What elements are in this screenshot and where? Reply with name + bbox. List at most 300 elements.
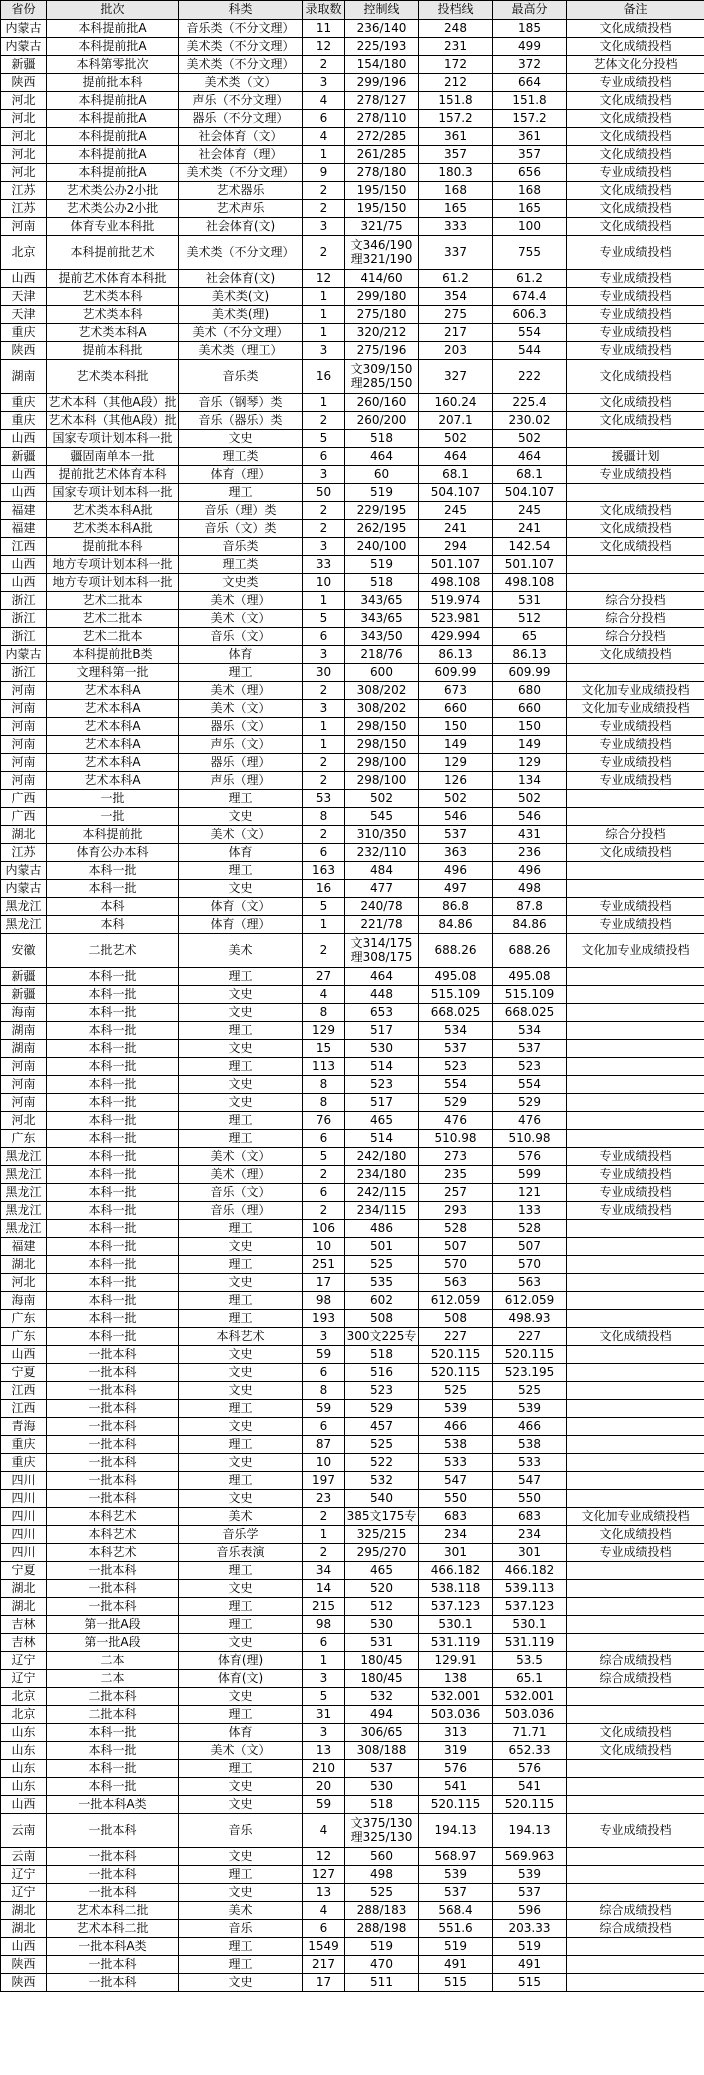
- cell-submission-line: 683: [419, 1508, 493, 1526]
- table-row: [1, 1938, 704, 1956]
- table-row: [1, 592, 704, 610]
- cell-province: 宁夏: [1, 1562, 47, 1580]
- cell-submission-line: 476: [419, 1112, 493, 1130]
- cell-admitted-count: 6: [303, 110, 345, 128]
- cell-highest-score: 537: [493, 1040, 567, 1058]
- cell-remarks: [567, 1490, 704, 1508]
- cell-admitted-count: 5: [303, 1688, 345, 1706]
- cell-control-line: 530: [345, 1616, 419, 1634]
- cell-highest-score: 71.71: [493, 1724, 567, 1742]
- cell-remarks: [567, 1400, 704, 1418]
- cell-batch: 提前批艺术体育本科: [47, 466, 179, 484]
- cell-batch: 本科一批: [47, 1256, 179, 1274]
- cell-subject-category: 文史: [179, 1848, 303, 1866]
- cell-subject-category: 理工: [179, 1310, 303, 1328]
- cell-remarks: [567, 1094, 704, 1112]
- cell-highest-score: 498: [493, 880, 567, 898]
- cell-remarks: [567, 556, 704, 574]
- cell-batch: 一批本科: [47, 1364, 179, 1382]
- cell-control-line: 518: [345, 1346, 419, 1364]
- cell-submission-line: 293: [419, 1202, 493, 1220]
- cell-submission-line: 537.123: [419, 1598, 493, 1616]
- cell-admitted-count: 4: [303, 986, 345, 1004]
- cell-highest-score: 203.33: [493, 1920, 567, 1938]
- cell-batch: 本科一批: [47, 1760, 179, 1778]
- table-row: [1, 466, 704, 484]
- cell-control-line: 560: [345, 1848, 419, 1866]
- cell-highest-score: 546: [493, 808, 567, 826]
- cell-batch: 本科艺术: [47, 1544, 179, 1562]
- cell-province: 黑龙江: [1, 916, 47, 934]
- cell-control-line: 272/285: [345, 128, 419, 146]
- cell-admitted-count: 33: [303, 556, 345, 574]
- cell-submission-line: 507: [419, 1238, 493, 1256]
- cell-control-line: 242/115: [345, 1184, 419, 1202]
- cell-remarks: [567, 1436, 704, 1454]
- cell-subject-category: 理工: [179, 1598, 303, 1616]
- cell-highest-score: 499: [493, 38, 567, 56]
- cell-admitted-count: 50: [303, 484, 345, 502]
- cell-control-line: 320/212: [345, 324, 419, 342]
- cell-province: 河南: [1, 218, 47, 236]
- cell-admitted-count: 8: [303, 1004, 345, 1022]
- cell-submission-line: 541: [419, 1778, 493, 1796]
- cell-submission-line: 354: [419, 288, 493, 306]
- cell-province: 河南: [1, 1094, 47, 1112]
- cell-province: 山西: [1, 484, 47, 502]
- cell-remarks: 文化加专业成绩投档: [567, 1508, 704, 1526]
- table-row: [1, 1884, 704, 1902]
- cell-remarks: 专业成绩投档: [567, 754, 704, 772]
- cell-submission-line: 361: [419, 128, 493, 146]
- cell-batch: 艺术本科（其他A段）批: [47, 412, 179, 430]
- cell-remarks: 文化加专业成绩投档: [567, 700, 704, 718]
- table-row: [1, 1920, 704, 1938]
- cell-subject-category: 理工: [179, 1436, 303, 1454]
- table-row: [1, 1634, 704, 1652]
- cell-control-line: 523: [345, 1076, 419, 1094]
- cell-subject-category: 音乐（器乐）类: [179, 412, 303, 430]
- cell-highest-score: 84.86: [493, 916, 567, 934]
- cell-control-line: 242/180: [345, 1148, 419, 1166]
- cell-remarks: 文化加专业成绩投档: [567, 934, 704, 968]
- cell-admitted-count: 4: [303, 1814, 345, 1848]
- cell-admitted-count: 2: [303, 236, 345, 270]
- cell-province: 陕西: [1, 342, 47, 360]
- cell-province: 四川: [1, 1544, 47, 1562]
- cell-province: 陕西: [1, 74, 47, 92]
- cell-control-line: 260/200: [345, 412, 419, 430]
- table-row: [1, 1130, 704, 1148]
- cell-subject-category: 理工: [179, 1112, 303, 1130]
- cell-subject-category: 文史类: [179, 574, 303, 592]
- cell-subject-category: 文史: [179, 1796, 303, 1814]
- cell-province: 河南: [1, 1058, 47, 1076]
- cell-highest-score: 531: [493, 592, 567, 610]
- cell-submission-line: 550: [419, 1490, 493, 1508]
- cell-batch: 艺术类本科批: [47, 360, 179, 394]
- cell-admitted-count: 8: [303, 1382, 345, 1400]
- cell-admitted-count: 193: [303, 1310, 345, 1328]
- cell-admitted-count: 3: [303, 1724, 345, 1742]
- cell-remarks: 专业成绩投档: [567, 916, 704, 934]
- cell-subject-category: 文史: [179, 1382, 303, 1400]
- cell-submission-line: 532.001: [419, 1688, 493, 1706]
- cell-subject-category: 美术类（不分文理）: [179, 38, 303, 56]
- cell-submission-line: 519.974: [419, 592, 493, 610]
- table-row: [1, 898, 704, 916]
- cell-submission-line: 194.13: [419, 1814, 493, 1848]
- cell-subject-category: 美术类（不分文理）: [179, 236, 303, 270]
- cell-admitted-count: 59: [303, 1796, 345, 1814]
- cell-highest-score: 100: [493, 218, 567, 236]
- cell-submission-line: 86.13: [419, 646, 493, 664]
- cell-batch: 艺术本科二批: [47, 1920, 179, 1938]
- cell-batch: 一批本科: [47, 1490, 179, 1508]
- table-row: [1, 1436, 704, 1454]
- cell-remarks: [567, 1562, 704, 1580]
- header-remarks: 备注: [567, 1, 704, 20]
- cell-highest-score: 133: [493, 1202, 567, 1220]
- cell-province: 浙江: [1, 610, 47, 628]
- cell-control-line: 501: [345, 1238, 419, 1256]
- cell-province: 河南: [1, 754, 47, 772]
- cell-admitted-count: 6: [303, 1130, 345, 1148]
- table-row: [1, 1848, 704, 1866]
- cell-subject-category: 美术类(理): [179, 306, 303, 324]
- cell-subject-category: 声乐（理）: [179, 772, 303, 790]
- cell-batch: 一批本科: [47, 1580, 179, 1598]
- cell-batch: 本科提前批A: [47, 92, 179, 110]
- cell-submission-line: 576: [419, 1760, 493, 1778]
- cell-subject-category: 音乐（文）: [179, 1184, 303, 1202]
- table-row: [1, 200, 704, 218]
- cell-highest-score: 596: [493, 1902, 567, 1920]
- cell-remarks: [567, 574, 704, 592]
- cell-admitted-count: 1: [303, 718, 345, 736]
- cell-subject-category: 美术（文）: [179, 1148, 303, 1166]
- cell-highest-score: 87.8: [493, 898, 567, 916]
- cell-admitted-count: 2: [303, 56, 345, 74]
- table-row: [1, 610, 704, 628]
- cell-admitted-count: 1: [303, 736, 345, 754]
- cell-control-line: 262/195: [345, 520, 419, 538]
- cell-subject-category: 社会体育（文）: [179, 128, 303, 146]
- cell-province: 重庆: [1, 394, 47, 412]
- cell-highest-score: 230.02: [493, 412, 567, 430]
- cell-submission-line: 149: [419, 736, 493, 754]
- cell-admitted-count: 2: [303, 502, 345, 520]
- cell-control-line: 261/285: [345, 146, 419, 164]
- table-row: [1, 360, 704, 394]
- cell-admitted-count: 9: [303, 164, 345, 182]
- cell-highest-score: 501.107: [493, 556, 567, 574]
- cell-batch: 艺术本科A: [47, 736, 179, 754]
- cell-subject-category: 音乐: [179, 1920, 303, 1938]
- cell-province: 浙江: [1, 592, 47, 610]
- cell-province: 吉林: [1, 1616, 47, 1634]
- cell-admitted-count: 59: [303, 1346, 345, 1364]
- cell-submission-line: 501.107: [419, 556, 493, 574]
- cell-control-line: 文314/175 理308/175: [345, 934, 419, 968]
- cell-highest-score: 537.123: [493, 1598, 567, 1616]
- cell-highest-score: 550: [493, 1490, 567, 1508]
- cell-submission-line: 531.119: [419, 1634, 493, 1652]
- cell-highest-score: 241: [493, 520, 567, 538]
- cell-control-line: 535: [345, 1274, 419, 1292]
- cell-remarks: 综合成绩投档: [567, 1652, 704, 1670]
- cell-remarks: 专业成绩投档: [567, 736, 704, 754]
- cell-admitted-count: 4: [303, 1902, 345, 1920]
- cell-admitted-count: 2: [303, 200, 345, 218]
- table-row: [1, 1974, 704, 1992]
- cell-subject-category: 美术（文）: [179, 700, 303, 718]
- cell-submission-line: 537: [419, 826, 493, 844]
- cell-control-line: 文375/130 理325/130: [345, 1814, 419, 1848]
- cell-subject-category: 理工: [179, 1256, 303, 1274]
- cell-control-line: 525: [345, 1256, 419, 1274]
- cell-remarks: 文化成绩投档: [567, 200, 704, 218]
- cell-admitted-count: 217: [303, 1956, 345, 1974]
- cell-subject-category: 本科艺术: [179, 1328, 303, 1346]
- cell-remarks: [567, 1472, 704, 1490]
- table-row: [1, 342, 704, 360]
- cell-subject-category: 艺术声乐: [179, 200, 303, 218]
- cell-remarks: [567, 1292, 704, 1310]
- cell-highest-score: 525: [493, 1382, 567, 1400]
- cell-admitted-count: 6: [303, 448, 345, 466]
- cell-highest-score: 523: [493, 1058, 567, 1076]
- table-row: [1, 1688, 704, 1706]
- cell-control-line: 298/100: [345, 772, 419, 790]
- cell-subject-category: 文史: [179, 1688, 303, 1706]
- cell-province: 河南: [1, 682, 47, 700]
- cell-remarks: [567, 1040, 704, 1058]
- cell-control-line: 229/195: [345, 502, 419, 520]
- cell-batch: 一批本科: [47, 1848, 179, 1866]
- table-row: [1, 1076, 704, 1094]
- cell-admitted-count: 8: [303, 1094, 345, 1112]
- cell-province: 福建: [1, 502, 47, 520]
- cell-highest-score: 236: [493, 844, 567, 862]
- cell-remarks: 文化成绩投档: [567, 394, 704, 412]
- table-row: [1, 288, 704, 306]
- table-row: [1, 218, 704, 236]
- cell-remarks: [567, 1004, 704, 1022]
- cell-subject-category: 理工类: [179, 448, 303, 466]
- cell-province: 宁夏: [1, 1364, 47, 1382]
- cell-province: 重庆: [1, 324, 47, 342]
- table-row: [1, 700, 704, 718]
- cell-submission-line: 333: [419, 218, 493, 236]
- cell-province: 黑龙江: [1, 1166, 47, 1184]
- cell-highest-score: 532.001: [493, 1688, 567, 1706]
- cell-subject-category: 社会体育(文): [179, 218, 303, 236]
- cell-highest-score: 86.13: [493, 646, 567, 664]
- cell-province: 青海: [1, 1418, 47, 1436]
- cell-batch: 本科艺术: [47, 1526, 179, 1544]
- cell-control-line: 525: [345, 1884, 419, 1902]
- cell-control-line: 530: [345, 1040, 419, 1058]
- cell-control-line: 288/183: [345, 1902, 419, 1920]
- table-row: [1, 790, 704, 808]
- cell-remarks: 专业成绩投档: [567, 288, 704, 306]
- cell-province: 江苏: [1, 200, 47, 218]
- cell-subject-category: 声乐（文）: [179, 736, 303, 754]
- table-row: [1, 1004, 704, 1022]
- cell-control-line: 517: [345, 1022, 419, 1040]
- cell-batch: 二本: [47, 1670, 179, 1688]
- cell-remarks: 文化成绩投档: [567, 1724, 704, 1742]
- cell-province: 新疆: [1, 968, 47, 986]
- cell-highest-score: 554: [493, 1076, 567, 1094]
- cell-subject-category: 文史: [179, 1580, 303, 1598]
- cell-control-line: 278/180: [345, 164, 419, 182]
- cell-subject-category: 理工: [179, 484, 303, 502]
- cell-subject-category: 美术（理）: [179, 592, 303, 610]
- cell-remarks: 专业成绩投档: [567, 306, 704, 324]
- cell-province: 新疆: [1, 56, 47, 74]
- cell-remarks: [567, 1112, 704, 1130]
- cell-remarks: [567, 880, 704, 898]
- cell-province: 河北: [1, 110, 47, 128]
- cell-province: 安徽: [1, 934, 47, 968]
- cell-subject-category: 器乐（理）: [179, 754, 303, 772]
- cell-highest-score: 466.182: [493, 1562, 567, 1580]
- cell-province: 重庆: [1, 1454, 47, 1472]
- cell-control-line: 522: [345, 1454, 419, 1472]
- cell-control-line: 470: [345, 1956, 419, 1974]
- cell-highest-score: 134: [493, 772, 567, 790]
- cell-remarks: 专业成绩投档: [567, 1814, 704, 1848]
- cell-highest-score: 222: [493, 360, 567, 394]
- cell-subject-category: 美术类（文）: [179, 74, 303, 92]
- cell-remarks: [567, 1778, 704, 1796]
- cell-control-line: 234/115: [345, 1202, 419, 1220]
- cell-province: 福建: [1, 1238, 47, 1256]
- cell-province: 辽宁: [1, 1652, 47, 1670]
- table-row: [1, 1418, 704, 1436]
- cell-subject-category: 体育: [179, 1724, 303, 1742]
- cell-province: 云南: [1, 1814, 47, 1848]
- cell-admitted-count: 10: [303, 1238, 345, 1256]
- cell-admitted-count: 6: [303, 1418, 345, 1436]
- cell-subject-category: 理工: [179, 1130, 303, 1148]
- cell-admitted-count: 2: [303, 934, 345, 968]
- cell-submission-line: 363: [419, 844, 493, 862]
- cell-province: 山西: [1, 270, 47, 288]
- cell-control-line: 299/196: [345, 74, 419, 92]
- cell-province: 广西: [1, 808, 47, 826]
- cell-highest-score: 531.119: [493, 1634, 567, 1652]
- cell-control-line: 240/78: [345, 898, 419, 916]
- cell-submission-line: 525: [419, 1382, 493, 1400]
- cell-submission-line: 172: [419, 56, 493, 74]
- cell-control-line: 300文225专: [345, 1328, 419, 1346]
- cell-batch: 提前批本科: [47, 538, 179, 556]
- cell-submission-line: 466: [419, 1418, 493, 1436]
- cell-batch: 艺术类本科A批: [47, 502, 179, 520]
- cell-submission-line: 529: [419, 1094, 493, 1112]
- cell-batch: 本科提前批A: [47, 110, 179, 128]
- table-row: [1, 1724, 704, 1742]
- cell-submission-line: 510.98: [419, 1130, 493, 1148]
- cell-remarks: [567, 808, 704, 826]
- cell-province: 广东: [1, 1130, 47, 1148]
- cell-submission-line: 165: [419, 200, 493, 218]
- cell-province: 内蒙古: [1, 38, 47, 56]
- cell-control-line: 653: [345, 1004, 419, 1022]
- header-province: 省份: [1, 1, 47, 20]
- cell-control-line: 464: [345, 448, 419, 466]
- cell-admitted-count: 2: [303, 1202, 345, 1220]
- cell-province: 辽宁: [1, 1866, 47, 1884]
- cell-batch: 本科一批: [47, 1058, 179, 1076]
- cell-submission-line: 539: [419, 1400, 493, 1418]
- cell-control-line: 518: [345, 574, 419, 592]
- cell-province: 山西: [1, 556, 47, 574]
- cell-province: 河北: [1, 146, 47, 164]
- cell-remarks: 综合分投档: [567, 826, 704, 844]
- cell-submission-line: 68.1: [419, 466, 493, 484]
- cell-batch: 本科一批: [47, 1724, 179, 1742]
- cell-submission-line: 61.2: [419, 270, 493, 288]
- cell-highest-score: 528: [493, 1220, 567, 1238]
- cell-highest-score: 515: [493, 1974, 567, 1992]
- cell-batch: 艺术本科A: [47, 772, 179, 790]
- cell-remarks: [567, 1866, 704, 1884]
- cell-admitted-count: 15: [303, 1040, 345, 1058]
- cell-remarks: 文化成绩投档: [567, 538, 704, 556]
- table-row: [1, 146, 704, 164]
- cell-batch: 本科一批: [47, 1130, 179, 1148]
- cell-admitted-count: 6: [303, 844, 345, 862]
- cell-batch: 艺术本科A: [47, 754, 179, 772]
- cell-control-line: 508: [345, 1310, 419, 1328]
- cell-highest-score: 656: [493, 164, 567, 182]
- cell-remarks: [567, 862, 704, 880]
- cell-province: 四川: [1, 1472, 47, 1490]
- cell-highest-score: 503.036: [493, 1706, 567, 1724]
- cell-highest-score: 683: [493, 1508, 567, 1526]
- cell-province: 江西: [1, 538, 47, 556]
- cell-province: 江西: [1, 1382, 47, 1400]
- cell-province: 天津: [1, 306, 47, 324]
- cell-batch: 一批本科A类: [47, 1796, 179, 1814]
- cell-control-line: 299/180: [345, 288, 419, 306]
- cell-remarks: 文化成绩投档: [567, 128, 704, 146]
- cell-submission-line: 530.1: [419, 1616, 493, 1634]
- table-row: [1, 844, 704, 862]
- table-row: [1, 1670, 704, 1688]
- cell-batch: 提前本科批: [47, 342, 179, 360]
- cell-remarks: 援疆计划: [567, 448, 704, 466]
- cell-subject-category: 理工: [179, 1938, 303, 1956]
- cell-highest-score: 554: [493, 324, 567, 342]
- cell-control-line: 295/270: [345, 1544, 419, 1562]
- cell-subject-category: 美术（文）: [179, 826, 303, 844]
- cell-province: 河北: [1, 128, 47, 146]
- table-row: [1, 394, 704, 412]
- cell-province: 福建: [1, 520, 47, 538]
- cell-highest-score: 520.115: [493, 1346, 567, 1364]
- cell-submission-line: 520.115: [419, 1796, 493, 1814]
- cell-batch: 本科提前批A: [47, 128, 179, 146]
- cell-submission-line: 491: [419, 1956, 493, 1974]
- cell-highest-score: 539: [493, 1866, 567, 1884]
- table-row: [1, 1400, 704, 1418]
- cell-province: 河南: [1, 718, 47, 736]
